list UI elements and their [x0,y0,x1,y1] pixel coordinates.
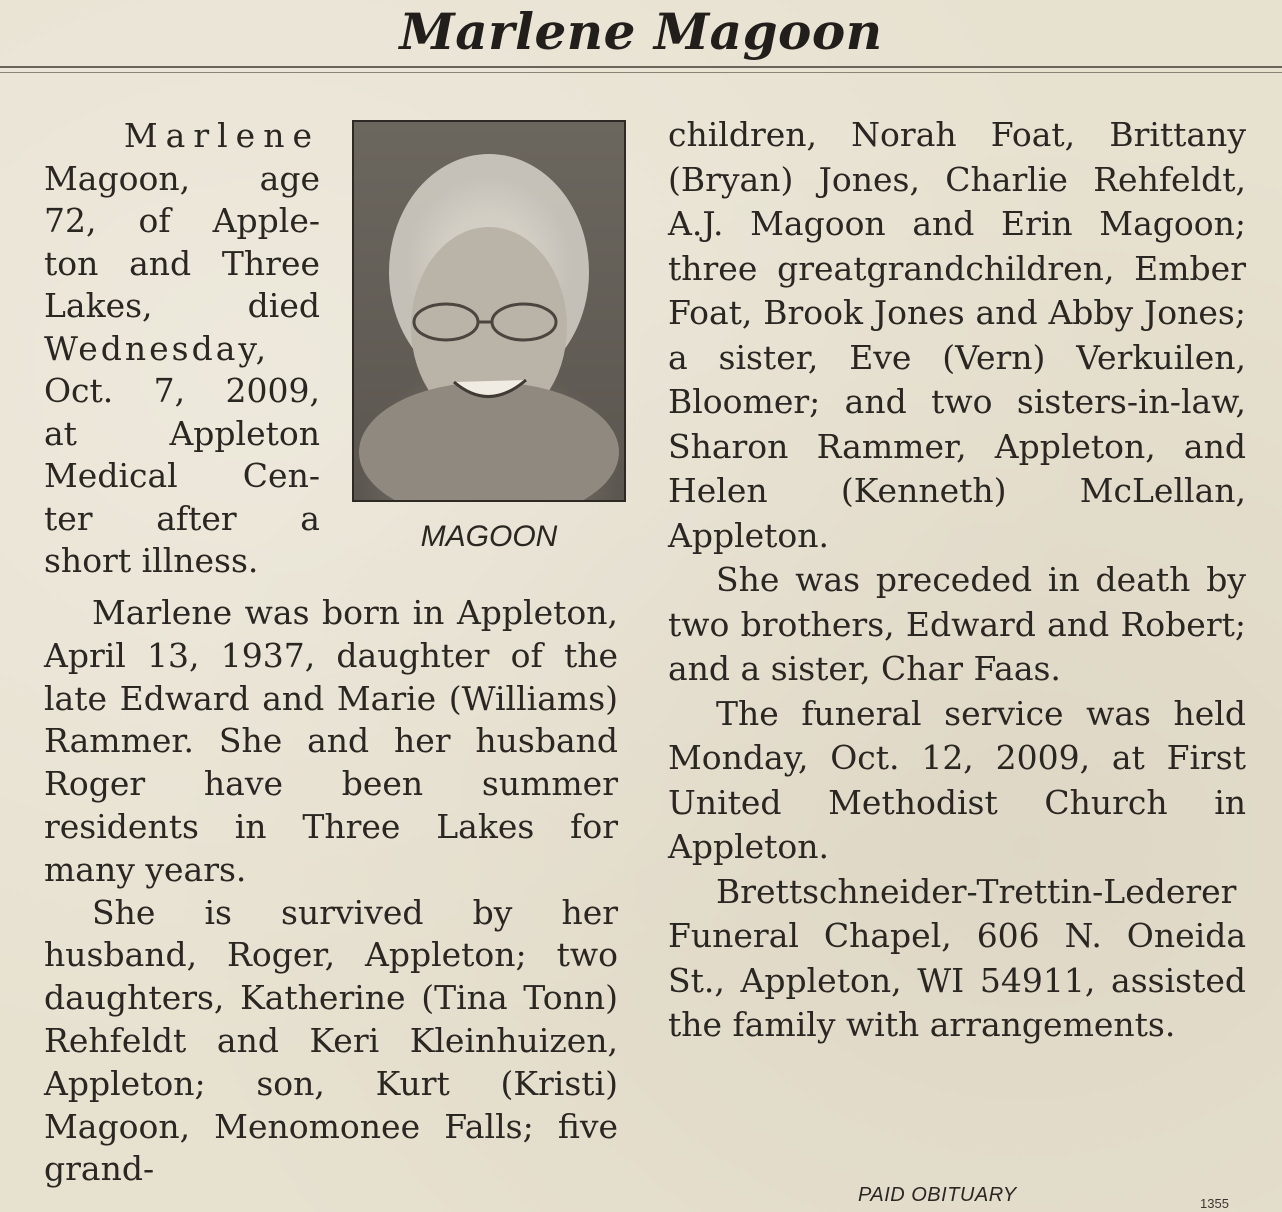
opening-line-9: Medical Cen- [44,456,320,495]
survivors-paragraph-start: She is survived by her husband, Roger, Appleton; two daughters, Katherine (Tina Tonn) Rehfeldt and Keri Kleinhuizen, Appleton; son, Kurt (Kristi) Magoon, Menomonee Falls; five grand- [44,892,618,1189]
right-column-body [668,113,1246,1048]
opening-line-4: ton and Three [44,243,320,283]
opening-line-7: Oct. 7, 2009, [44,371,320,410]
portrait-photo [352,120,626,502]
opening-line-6: Wednesday, [44,328,270,368]
opening-line-8: at Appleton [44,413,320,453]
obituary-title: Marlene Magoon [399,2,883,61]
birth-paragraph: Marlene was born in Appleton, April 13, 1937, daughter of the late Edward and Marie (Williams) Rammer. She and her husband Roger have been summer residents in Three Lakes for many years. [44,593,618,889]
title-rule-thin [0,72,1282,73]
opening-line-1: Marlene [123,116,320,155]
left-column-body [44,592,618,1191]
paid-obituary-label: PAID OBITUARY [858,1184,1017,1206]
funeral-paragraph: The funeral service was held Monday, Oct. 12, 2009, at First United Methodist Church in Appleton. [668,693,1246,866]
photo-caption: MAGOON [420,520,558,553]
opening-line-10: ter after a [44,498,320,538]
opening-line-2: Magoon, age [44,158,320,198]
ad-code: 1355 [1200,1196,1229,1211]
title-rule [0,66,1282,68]
survivors-paragraph-continued: children, Norah Foat, Brittany (Bryan) Jones, Charlie Rehfeldt, A.J. Magoon and Erin Magoon; three greatgrandchildren, Ember Foat, Brook Jones and Abby Jones; a sister, Eve (Vern) Verkuilen, Bloomer; and two sisters-in-law, Sharon Rammer, Appleton, and Helen (Kenneth) McLellan, Appleton. [668,115,1246,555]
preceded-paragraph: She was preceded in death by two brothers, Edward and Robert; and a sister, Char Faas. [668,560,1246,688]
opening-line-5: Lakes, died [44,286,320,325]
opening-paragraph [44,115,320,583]
opening-line-3: 72, of Apple- [44,201,320,240]
opening-line-11: short illness. [44,541,259,580]
portrait-illustration [354,122,624,500]
funeral-home-paragraph: Brettschneider-Trettin-Lederer Funeral Chapel, 606 N. Oneida St., Appleton, WI 54911, assisted the family with arrangements. [668,871,1246,1044]
